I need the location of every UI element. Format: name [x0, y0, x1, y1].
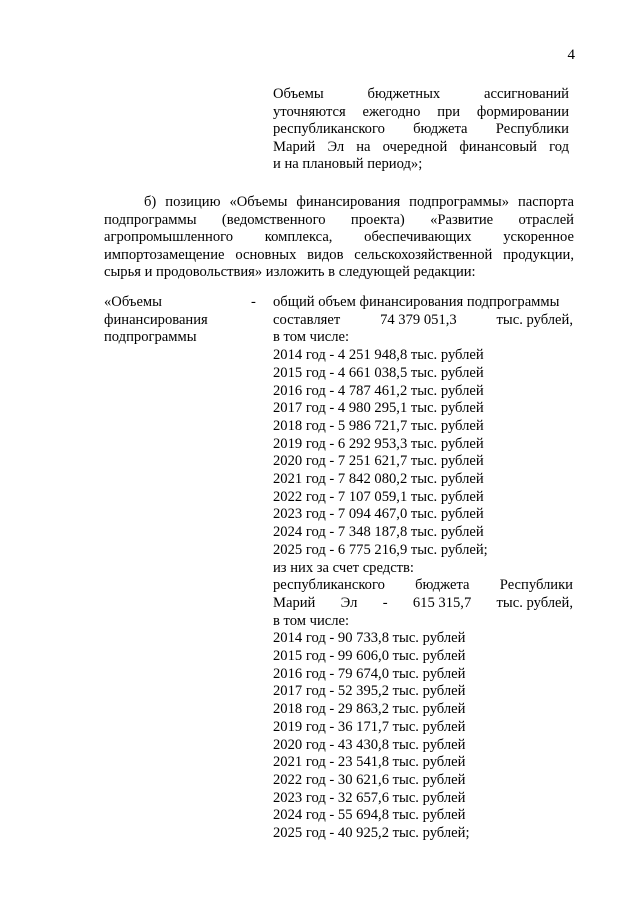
year-budget-line: 2021 год - 23 541,8 тыс. рублей — [273, 754, 466, 771]
funding-label-line: «Объемы — [104, 294, 162, 310]
budget-note-line: и на плановый период»; — [273, 156, 423, 172]
paragraph-line: сырья и продовольствия» изложить в следующей редакции: — [104, 264, 476, 280]
budget-note-block — [273, 86, 569, 174]
year-total-line: 2019 год - 6 292 953,3 тыс. рублей — [273, 435, 484, 452]
year-total-line: 2023 год - 7 094 467,0 тыс. рублей — [273, 506, 484, 523]
total-funding-line: общий объем финансирования подпрограммы — [273, 294, 560, 310]
budget-word: Марий — [273, 594, 316, 611]
total-word: составляет — [273, 311, 341, 328]
funding-details — [273, 294, 573, 843]
budget-word: бюджета — [415, 577, 470, 594]
year-budget-line: 2015 год - 99 606,0 тыс. рублей — [273, 648, 466, 665]
year-budget-line: 2019 год - 36 171,7 тыс. рублей — [273, 718, 466, 735]
budget-word: Республики — [499, 577, 573, 594]
year-total-line: 2016 год - 4 787 461,2 тыс. рублей — [273, 382, 484, 399]
year-total-line: 2020 год - 7 251 621,7 тыс. рублей — [273, 453, 484, 470]
year-budget-line: 2016 год - 79 674,0 тыс. рублей — [273, 665, 466, 682]
year-total-line: 2021 год - 7 842 080,2 тыс. рублей — [273, 471, 484, 488]
year-budget-line: 2014 год - 90 733,8 тыс. рублей — [273, 630, 466, 647]
table-dash: - — [251, 294, 256, 310]
budget-note-line: Марий Эл на очередной финансовый год — [273, 138, 569, 155]
year-total-line: 2018 год - 5 986 721,7 тыс. рублей — [273, 417, 484, 434]
paragraph-line: агропромышленного комплекса, обеспечивающих ускоренное — [104, 229, 574, 245]
year-total-line: 2017 год - 4 980 295,1 тыс. рублей — [273, 400, 484, 417]
budget-dash: - — [382, 594, 388, 611]
year-budget-line: 2018 год - 29 863,2 тыс. рублей — [273, 701, 466, 718]
budget-word: Эл — [340, 594, 358, 611]
amendment-paragraph — [104, 194, 574, 282]
year-total-line: 2015 год - 4 661 038,5 тыс. рублей — [273, 364, 484, 381]
in-budget-label: в том числе: — [273, 612, 350, 629]
total-unit: тыс. рублей, — [496, 311, 573, 328]
total-funding-amount — [273, 312, 573, 330]
funding-label-line: финансирования — [104, 311, 208, 328]
page-number: 4 — [567, 47, 575, 63]
republic-budget-amount — [273, 595, 573, 613]
budget-word: республиканского — [273, 577, 385, 594]
funding-label — [104, 294, 262, 347]
paragraph-line: импортозамещение основных видов сельскохозяйственной продукции, — [104, 246, 574, 263]
year-budget-line: 2020 год - 43 430,8 тыс. рублей — [273, 736, 466, 753]
budget-note-line: уточняются ежегодно при формировании — [273, 103, 569, 120]
funding-label-line: подпрограммы — [104, 329, 197, 345]
total-value: 74 379 051,3 — [380, 311, 457, 328]
year-total-line: 2014 год - 4 251 948,8 тыс. рублей — [273, 347, 484, 364]
paragraph-line: б) позицию «Объемы финансирования подпрограммы» паспорта — [144, 194, 574, 210]
paragraph-line: подпрограммы (ведомственного проекта) «Развитие отраслей — [104, 211, 574, 228]
year-total-line: 2022 год - 7 107 059,1 тыс. рублей — [273, 488, 484, 505]
in-total-label: в том числе: — [273, 329, 350, 346]
budget-note-line: республиканского бюджета Республики — [273, 121, 569, 137]
year-budget-line: 2017 год - 52 395,2 тыс. рублей — [273, 683, 466, 700]
budget-value: 615 315,7 — [412, 594, 472, 611]
budget-unit: тыс. рублей, — [496, 594, 573, 611]
year-total-line: 2025 год - 6 775 216,9 тыс. рублей; — [273, 541, 488, 558]
year-budget-line: 2025 год - 40 925,2 тыс. рублей; — [273, 825, 470, 842]
of-them-label: из них за счет средств: — [273, 559, 414, 576]
year-budget-line: 2022 год - 30 621,6 тыс. рублей — [273, 771, 466, 788]
republic-budget-line — [273, 577, 573, 595]
year-total-line: 2024 год - 7 348 187,8 тыс. рублей — [273, 524, 484, 541]
year-budget-line: 2024 год - 55 694,8 тыс. рублей — [273, 807, 466, 824]
budget-note-line: Объемы бюджетных ассигнований — [273, 86, 569, 102]
year-budget-line: 2023 год - 32 657,6 тыс. рублей — [273, 789, 466, 806]
